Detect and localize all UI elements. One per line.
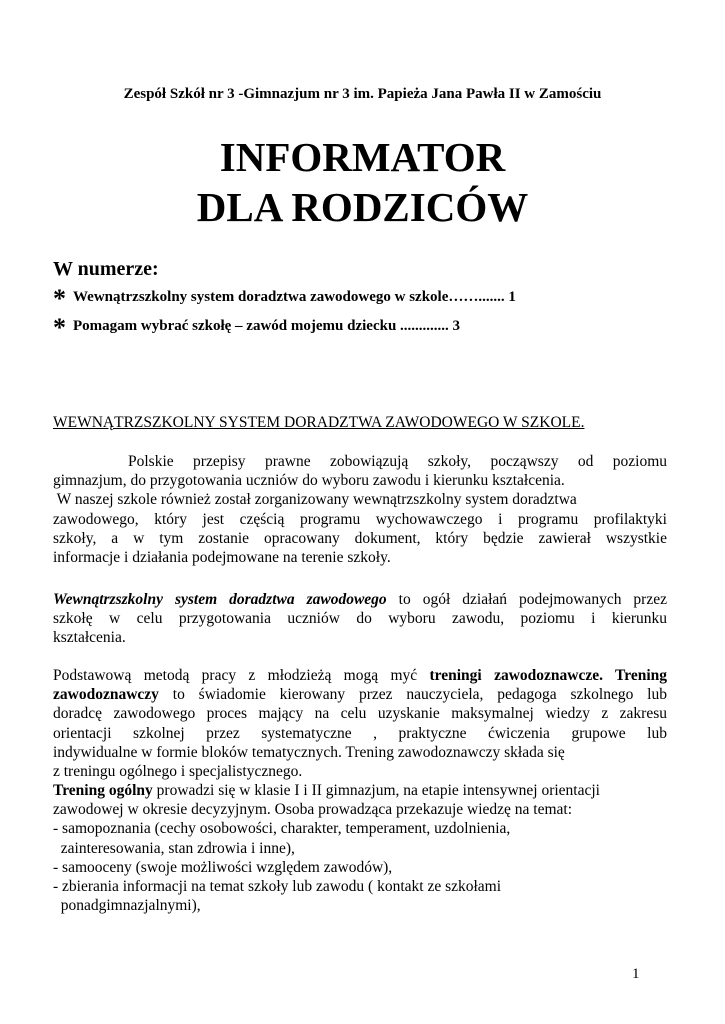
contents-item — [53, 313, 460, 343]
title-line-1: INFORMATOR — [219, 134, 506, 180]
title-line-2: DLA RODZICÓW — [196, 184, 529, 230]
school-name: Zespół Szkół nr 3 -Gimnazjum nr 3 im. Papieża Jana Pawła II w Zamościu — [123, 86, 602, 102]
text-line: z treningu ogólnego i specjalistycznego. — [53, 763, 303, 781]
paragraph-training — [53, 666, 667, 781]
text-line: szkoły, a w tym zostanie opracowany dokument, który będzie zawierał wszystkie — [53, 529, 667, 547]
bullet-asterisk: * — [53, 284, 66, 313]
text-line: informacje i działania podejmowane na terenie szkoły. — [53, 549, 391, 567]
page-number: 1 — [632, 966, 640, 982]
contents-item-text: Pomagam wybrać szkołę – zawód mojemu dziecku ............. 3 — [73, 318, 461, 334]
text-line: orientacji szkolnej przez systematyczne , praktyczne ćwiczenia grupowe lub — [53, 724, 667, 742]
list-item: zainteresowania, stan zdrowia i inne), — [53, 839, 295, 857]
list-item: - samopoznania (cechy osobowości, charakter, temperament, uzdolnienia, — [53, 820, 511, 838]
text-line: zawodowego, który jest częścią programu wychowawczego i programu profilaktyki — [53, 510, 667, 528]
text-line: Trening ogólny prowadzi się w klasie I i II gimnazjum, na etapie intensywnej orientacji — [53, 782, 600, 799]
text-line: indywidualne w formie bloków tematycznych. Trening zawodoznawczy składa się — [53, 743, 565, 761]
contents-item — [53, 284, 516, 314]
paragraph-definition — [53, 590, 667, 648]
text-line: doradcę zawodowego proces mający na celu uzyskanie maksymalnej wiedzy z zakresu — [53, 705, 667, 723]
text-line: Wewnątrzszkolny system doradztwa zawodowego to ogół działań podejmowanych przez — [53, 591, 667, 608]
paragraph-general-training — [53, 781, 667, 915]
text-line: zawodowej w okresie decyzyjnym. Osoba prowadząca przekazuje wiedzę na temat: — [53, 801, 573, 819]
bullet-asterisk: * — [53, 313, 66, 342]
text-line: W naszej szkole również został zorganizowany wewnątrzszkolny system doradztwa — [53, 491, 577, 509]
list-item: - samooceny (swoje możliwości względem zawodów), — [53, 858, 393, 876]
paragraph-intro — [53, 452, 667, 567]
text-line: kształcenia. — [53, 629, 126, 647]
article-heading: WEWNĄTRZSZKOLNY SYSTEM DORADZTWA ZAWODOWEGO W SZKOLE. — [53, 414, 585, 431]
list-item: - zbierania informacji na temat szkoły lub zawodu ( kontakt ze szkołami — [53, 878, 502, 896]
text-line: gimnazjum, do przygotowania uczniów do wyboru zawodu i kierunku kształcenia. — [53, 472, 565, 490]
contents-item-text: Wewnątrzszkolny system doradztwa zawodowego w szkole……....... 1 — [73, 289, 516, 305]
text-line: szkołę w celu przygotowania uczniów do wyboru zawodu, poziomu i kierunku — [53, 610, 667, 628]
text-line: Polskie przepisy prawne zobowiązują szkoły, począwszy od poziomu — [128, 453, 667, 470]
text-line: zawodoznawczy to świadomie kierowany przez nauczyciela, pedagoga szkolnego lub — [53, 686, 667, 704]
text-line: Podstawową metodą pracy z młodzieżą mogą myć treningi zawodoznawcze. Trening — [53, 667, 667, 684]
list-item: ponadgimnazjalnymi), — [53, 897, 201, 915]
contents-label: W numerze: — [53, 258, 159, 280]
defined-term: Wewnątrzszkolny system doradztwa zawodowego — [53, 591, 387, 608]
